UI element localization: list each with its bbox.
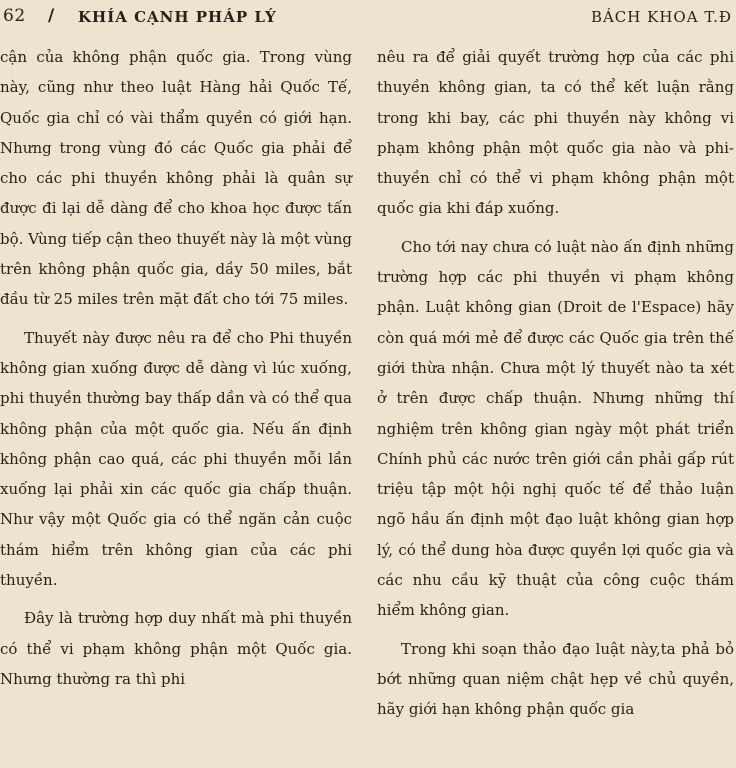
paragraph: Đây là trường hợp duy nhất mà phi thuyền có thể vi phạm không phận một Quốc gia. Nhưng thường ra thì phi [0,609,352,688]
paragraph: nêu ra để giải quyết trường hợp của các phi thuyền không gian, ta có thể kết luận rằng trong khi bay, các phi thuyền này không vi phạm không phận một quốc gia nào và phi-thuyền chỉ có thể vi phạm không phận một quốc gia khi đáp xuống. [377,48,734,218]
right-column [377,42,734,725]
paragraph: Trong khi soạn thảo đạo luật này,ta phả bỏ bớt những quan niệm chật hẹp về chủ quyền, hãy giới hạn không phận quốc gia [377,639,734,719]
page-header [0,0,736,34]
page-number: 62 [3,6,26,26]
section-title: KHÍA CẠNH PHÁP LÝ [78,8,277,26]
header-separator: / [48,6,55,26]
paragraph: cận của không phận quốc gia. Trong vùng này, cũng như theo luật Hàng hải Quốc Tế, Quốc gia chỉ có vài thẩm quyền có giới hạn. Nhưng trong vùng đó các Quốc gia phải để cho các phi thuyền không phải là quân sự được đi lại dễ dàng để cho khoa học được tấn bộ. Vùng tiếp cận theo thuyết này là một vùng trên không phận quốc gia, dầy 50 miles, bắt đầu từ 25 miles trên mặt đất cho tới 75 miles. [0,48,352,309]
left-column [0,42,352,694]
paragraph: Cho tới nay chưa có luật nào ấn định những trường hợp các phi thuyền vi phạm không phận. Luật không gian (Droit de l'Espace) hãy còn quá mới mẻ để được các Quốc gia trên thế giới thừa nhận. Chưa một lý thuyết nào ta xét ở trên được chấp thuận. Nhưng những thí nghiệm trên không gian ngày một phát triển Chính phủ các nước trên giới cần phải gấp rút triệu tập một hội nghị quốc tế để thảo luận ngõ hầu ấn định một đạo luật không gian hợp lý, có thể dung hòa được quyền lợi quốc gia và các nhu cầu kỹ thuật của công cuộc thám hiểm không gian. [377,237,734,620]
paragraph: Thuyết này được nêu ra để cho Phi thuyền không gian xuống được dễ dàng vì lúc xuống, phi thuyền thường bay thấp dần và có thể qua không phận của một quốc gia. Nếu ấn định không phận cao quá, các phi thuyền mỗi lần xuống lại phải xin các quốc gia chấp thuận. Như vậy một Quốc gia có thể ngăn cản cuộc thám hiểm trên không gian của các phi thuyền. [0,328,352,590]
magazine-title: BÁCH KHOA T.Đ [590,8,732,26]
